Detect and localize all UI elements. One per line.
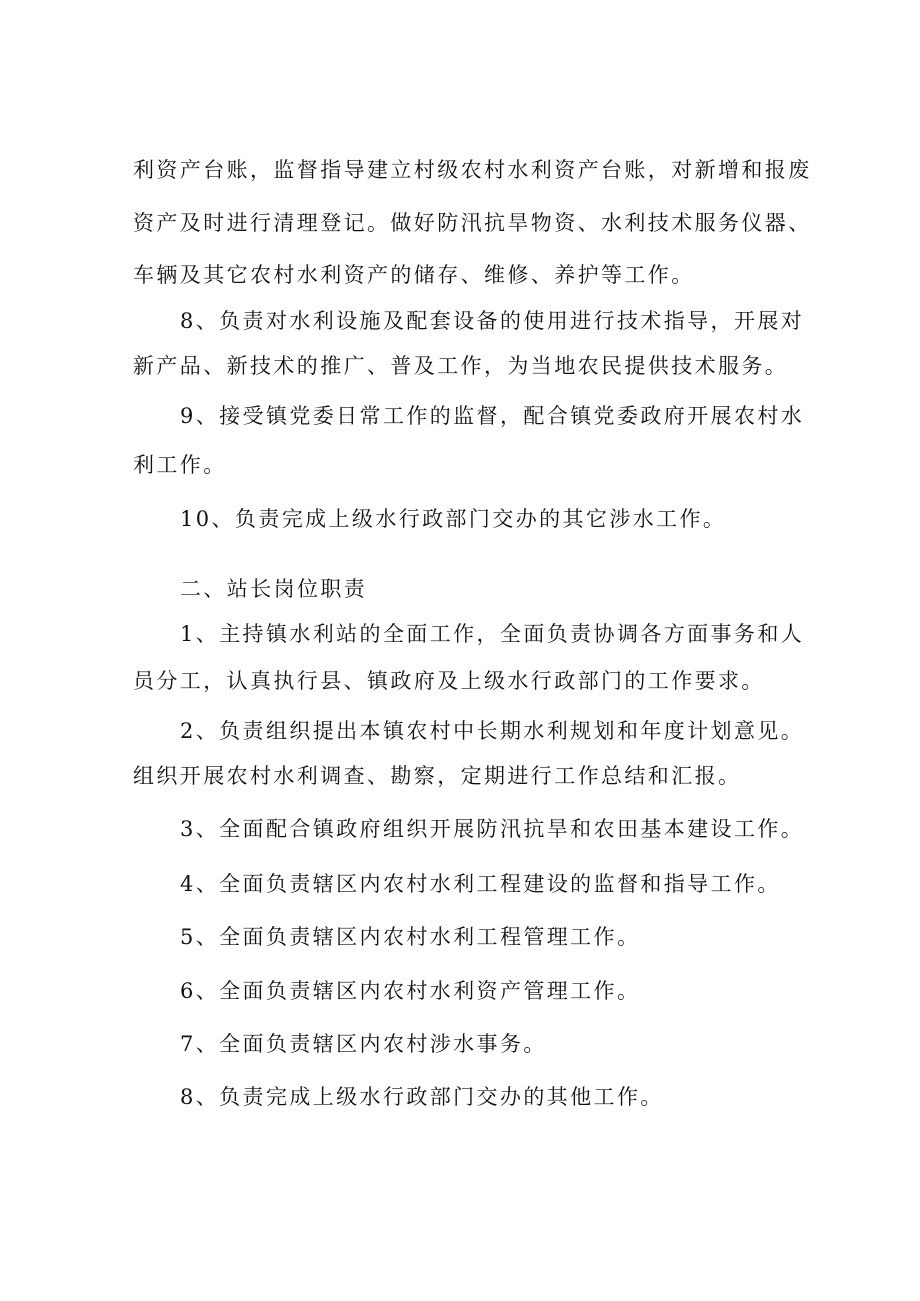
list-item-line: 8、负责对水利设施及配套设备的使用进行技术指导，开展对 <box>180 309 805 333</box>
paragraph-line: 利资产台账，监督指导建立村级农村水利资产台账，对新增和报废 <box>133 158 812 182</box>
duty-line: 员分工，认真执行县、镇政府及上级水行政部门的工作要求。 <box>133 669 765 693</box>
duty-line: 5、全面负责辖区内农村水利工程管理工作。 <box>180 925 641 949</box>
list-item-line: 9、接受镇党委日常工作的监督，配合镇党委政府开展农村水 <box>180 404 805 428</box>
paragraph-line: 车辆及其它农村水利资产的储存、维修、养护等工作。 <box>133 263 695 287</box>
duty-line: 3、全面配合镇政府组织开展防汛抗旱和农田基本建设工作。 <box>180 817 805 841</box>
section-heading: 二、站长岗位职责 <box>180 577 368 601</box>
list-item-line: 利工作。 <box>133 453 227 477</box>
duty-line: 8、负责完成上级水行政部门交办的其他工作。 <box>180 1085 664 1109</box>
duty-line: 组织开展农村水利调查、勘察，定期进行工作总结和汇报。 <box>133 764 742 788</box>
duty-line: 6、全面负责辖区内农村水利资产管理工作。 <box>180 979 641 1003</box>
duty-line: 2、负责组织提出本镇农村中长期水利规划和年度计划意见。 <box>180 719 805 743</box>
duty-line: 1、主持镇水利站的全面工作，全面负责协调各方面事务和人 <box>180 622 805 646</box>
list-item-line: 10、负责完成上级水行政部门交办的其它涉水工作。 <box>180 507 727 531</box>
paragraph-line: 资产及时进行清理登记。做好防汛抗旱物资、水利技术服务仪器、 <box>133 211 812 235</box>
duty-line: 4、全面负责辖区内农村水利工程建设的监督和指导工作。 <box>180 872 781 896</box>
duty-line: 7、全面负责辖区内农村涉水事务。 <box>180 1032 547 1056</box>
list-item-line: 新产品、新技术的推广、普及工作，为当地农民提供技术服务。 <box>133 354 789 378</box>
